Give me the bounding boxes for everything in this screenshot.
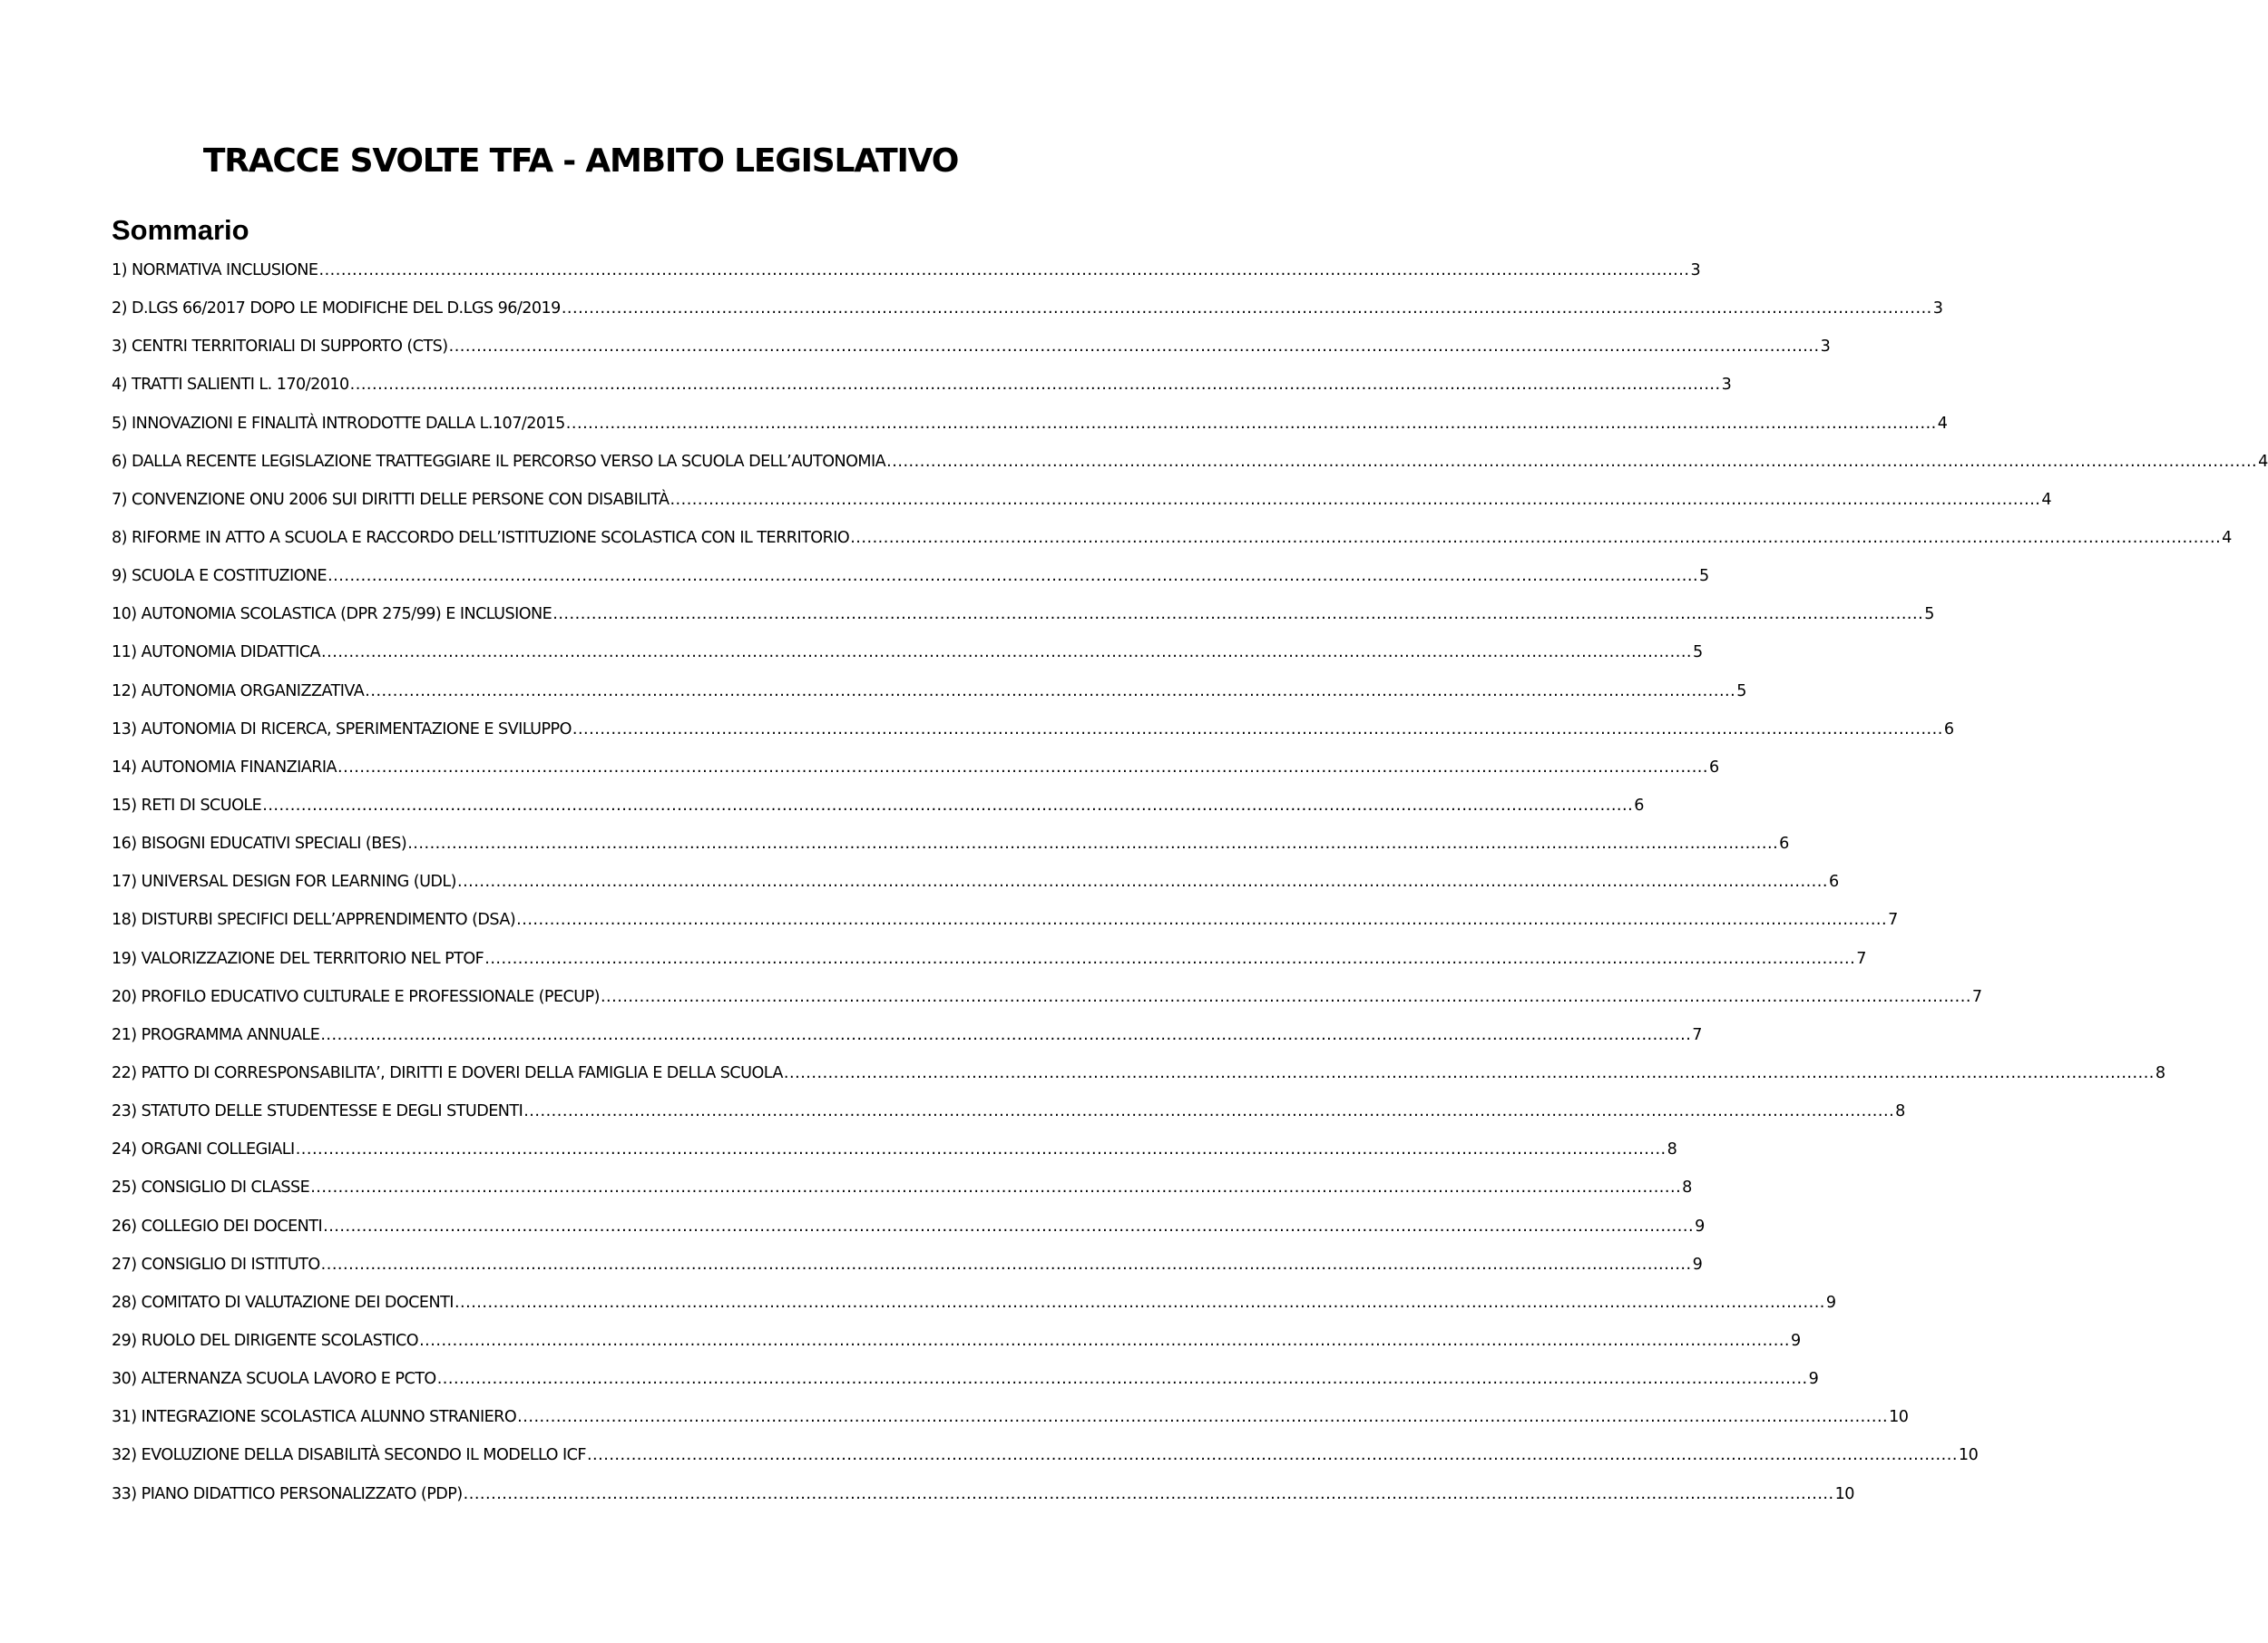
toc-entry[interactable] (112, 1255, 1703, 1294)
toc-entry[interactable] (112, 873, 1839, 911)
toc-entry-title: 23) STATUTO DELLE STUDENTESSE E DEGLI STUDENTI (112, 1102, 523, 1121)
toc-entry[interactable] (112, 1331, 1801, 1370)
toc-entry-title: 9) SCUOLA E COSTITUZIONE (112, 567, 327, 586)
toc-entry[interactable] (112, 911, 1898, 949)
toc-page-number: 4 (1937, 414, 1948, 433)
toc-entry-title: 22) PATTO DI CORRESPONSABILITA’, DIRITTI E DOVERI DELLA FAMIGLIA E DELLA SCUOLA (112, 1063, 783, 1082)
toc-dot-leader (587, 1446, 1958, 1464)
toc-entry-title: 2) D.LGS 66/2017 DOPO LE MODIFICHE DEL D.LGS 96/2019 (112, 299, 561, 318)
toc-page-number: 6 (1828, 873, 1839, 892)
toc-entry[interactable] (112, 261, 1701, 299)
toc-page-number: 6 (1943, 719, 1954, 738)
toc-page-number: 9 (1808, 1370, 1819, 1389)
toc-entry[interactable] (112, 796, 1644, 835)
toc-entry-title: 15) RETI DI SCUOLE (112, 796, 262, 815)
toc-page-number: 9 (1692, 1255, 1703, 1274)
document-title: TRACCE SVOLTE TFA - AMBITO LEGISLATIVO (202, 142, 959, 180)
toc-entry-title: 21) PROGRAMMA ANNUALE (112, 1025, 320, 1044)
toc-dot-leader (327, 567, 1698, 585)
toc-dot-leader (552, 605, 1923, 623)
toc-entry[interactable] (112, 719, 1954, 758)
toc-entry[interactable] (112, 835, 1789, 873)
toc-dot-leader (464, 1485, 1834, 1503)
toc-page-number: 7 (1692, 1025, 1702, 1044)
toc-dot-leader (523, 1102, 1894, 1120)
toc-dot-leader (321, 1256, 1692, 1274)
toc-dot-leader (419, 1332, 1790, 1350)
toc-page-number: 6 (1708, 758, 1719, 777)
toc-page-number: 8 (1682, 1178, 1692, 1198)
toc-entry-title: 10) AUTONOMIA SCOLASTICA (DPR 275/99) E INCLUSIONE (112, 605, 552, 624)
toc-entry[interactable] (112, 490, 2052, 529)
toc-entry-title: 6) DALLA RECENTE LEGISLAZIONE TRATTEGGIARE IL PERCORSO VERSO LA SCUOLA DELL’AUTONOMIA (112, 452, 886, 471)
toc-page-number: 8 (1667, 1140, 1677, 1159)
toc-entry[interactable] (112, 299, 1943, 337)
toc-entry-title: 4) TRATTI SALIENTI L. 170/2010 (112, 376, 349, 395)
toc-entry-title: 32) EVOLUZIONE DELLA DISABILITÀ SECONDO IL MODELLO ICF (112, 1446, 586, 1465)
toc-dot-leader (310, 1178, 1681, 1197)
toc-entry[interactable] (112, 949, 1866, 988)
toc-dot-leader (407, 835, 1778, 853)
toc-entry-title: 30) ALTERNANZA SCUOLA LAVORO E PCTO (112, 1370, 436, 1389)
toc-page-number: 8 (2155, 1063, 2165, 1082)
toc-entry-title: 31) INTEGRAZIONE SCOLASTICA ALUNNO STRANIERO (112, 1408, 517, 1427)
toc-heading: Sommario (112, 214, 249, 246)
toc-page-number: 5 (1736, 681, 1746, 700)
toc-entry-title: 25) CONSIGLIO DI CLASSE (112, 1178, 310, 1198)
toc-page-number: 5 (1924, 605, 1934, 624)
toc-dot-leader (321, 643, 1692, 661)
toc-entry[interactable] (112, 1370, 1819, 1408)
toc-entry[interactable] (112, 1446, 1979, 1484)
toc-entry-title: 14) AUTONOMIA FINANZIARIA (112, 758, 337, 777)
toc-page-number: 4 (2041, 490, 2052, 509)
table-of-contents (112, 261, 2268, 1523)
toc-dot-leader (484, 950, 1855, 968)
toc-entry[interactable] (112, 987, 1982, 1026)
toc-dot-leader (320, 1026, 1691, 1044)
toc-entry-title: 7) CONVENZIONE ONU 2006 SUI DIRITTI DELLE PERSONE CON DISABILITÀ (112, 490, 670, 509)
toc-page-number: 3 (1721, 376, 1732, 395)
toc-page-number: 10 (1958, 1446, 1979, 1465)
toc-dot-leader (517, 1408, 1888, 1426)
toc-page-number: 9 (1695, 1217, 1705, 1236)
toc-entry[interactable] (112, 1484, 1854, 1523)
toc-page-number: 7 (1971, 987, 1982, 1006)
toc-entry[interactable] (112, 1293, 1836, 1332)
toc-page-number: 8 (1895, 1102, 1905, 1121)
toc-entry-title: 29) RUOLO DEL DIRIGENTE SCOLASTICO (112, 1331, 419, 1350)
toc-dot-leader (601, 988, 1971, 1006)
toc-entry-title: 24) ORGANI COLLEGIALI (112, 1140, 295, 1159)
toc-page-number: 7 (1888, 911, 1898, 930)
toc-page-number: 9 (1791, 1331, 1801, 1350)
toc-entry[interactable] (112, 1140, 1677, 1178)
toc-entry[interactable] (112, 605, 1934, 643)
toc-entry-title: 16) BISOGNI EDUCATIVI SPECIALI (BES) (112, 835, 407, 854)
toc-dot-leader (670, 491, 2040, 509)
toc-entry-title: 8) RIFORME IN ATTO A SCUOLA E RACCORDO DELL’ISTITUZIONE SCOLASTICA CON IL TERRITORIO (112, 528, 850, 547)
toc-entry[interactable] (112, 1178, 1692, 1217)
toc-entry-title: 33) PIANO DIDATTICO PERSONALIZZATO (PDP) (112, 1484, 463, 1503)
toc-entry[interactable] (112, 681, 1746, 720)
toc-entry-title: 17) UNIVERSAL DESIGN FOR LEARNING (UDL) (112, 873, 456, 892)
toc-entry-title: 1) NORMATIVA INCLUSIONE (112, 261, 318, 279)
toc-dot-leader (262, 797, 1633, 815)
toc-dot-leader (323, 1218, 1694, 1236)
toc-dot-leader (449, 337, 1820, 356)
toc-page-number: 5 (1693, 643, 1703, 662)
toc-dot-leader (886, 453, 2257, 471)
toc-page-number: 3 (1820, 337, 1831, 357)
toc-entry-title: 18) DISTURBI SPECIFICI DELL’APPRENDIMENTO (DSA) (112, 911, 516, 930)
toc-page-number: 10 (1834, 1484, 1854, 1503)
toc-entry[interactable] (112, 643, 1703, 681)
toc-dot-leader (572, 720, 1943, 738)
toc-page-number: 9 (1825, 1293, 1836, 1312)
toc-entry[interactable] (112, 758, 1719, 797)
toc-entry-title: 11) AUTONOMIA DIDATTICA (112, 643, 321, 662)
toc-page-number: 3 (1690, 261, 1701, 279)
toc-entry-title: 28) COMITATO DI VALUTAZIONE DEI DOCENTI (112, 1293, 454, 1312)
toc-page-number: 5 (1699, 567, 1709, 586)
toc-entry[interactable] (112, 337, 1831, 376)
toc-dot-leader (296, 1140, 1667, 1159)
toc-entry-title: 12) AUTONOMIA ORGANIZZATIVA (112, 681, 365, 700)
toc-dot-leader (318, 261, 1689, 279)
toc-entry-title: 26) COLLEGIO DEI DOCENTI (112, 1217, 323, 1236)
toc-entry[interactable] (112, 452, 2268, 491)
toc-entry[interactable] (112, 376, 1732, 414)
toc-dot-leader (337, 758, 1708, 777)
toc-dot-leader (365, 682, 1735, 700)
toc-dot-leader (437, 1370, 1808, 1388)
toc-entry[interactable] (112, 1063, 2165, 1102)
toc-dot-leader (566, 415, 1937, 433)
toc-entry[interactable] (112, 1025, 1702, 1064)
toc-entry[interactable] (112, 567, 1709, 605)
toc-page-number: 3 (1932, 299, 1943, 318)
toc-entry-title: 20) PROFILO EDUCATIVO CULTURALE E PROFESSIONALE (PECUP) (112, 987, 600, 1006)
toc-dot-leader (350, 376, 1721, 394)
toc-entry[interactable] (112, 1408, 1909, 1446)
toc-page-number: 6 (1634, 796, 1644, 815)
toc-dot-leader (562, 299, 1932, 318)
toc-entry-title: 19) VALORIZZAZIONE DEL TERRITORIO NEL PTOF (112, 949, 484, 968)
toc-dot-leader (455, 1294, 1825, 1312)
toc-entry-title: 27) CONSIGLIO DI ISTITUTO (112, 1255, 320, 1274)
toc-entry[interactable] (112, 528, 2232, 567)
toc-dot-leader (784, 1064, 2155, 1082)
toc-entry[interactable] (112, 1217, 1705, 1256)
toc-entry-title: 5) INNOVAZIONI E FINALITÀ INTRODOTTE DALLA L.107/2015 (112, 414, 565, 433)
toc-page-number: 10 (1889, 1408, 1909, 1427)
toc-dot-leader (516, 911, 1887, 929)
toc-entry-title: 13) AUTONOMIA DI RICERCA, SPERIMENTAZIONE E SVILUPPO (112, 719, 572, 738)
toc-page-number: 4 (2258, 452, 2268, 471)
toc-page-number: 6 (1779, 835, 1789, 854)
toc-entry[interactable] (112, 414, 1948, 453)
toc-entry-title: 3) CENTRI TERRITORIALI DI SUPPORTO (CTS) (112, 337, 448, 357)
toc-dot-leader (850, 529, 2221, 547)
toc-entry[interactable] (112, 1102, 1905, 1140)
toc-page-number: 7 (1856, 949, 1866, 968)
toc-dot-leader (457, 873, 1828, 891)
toc-page-number: 4 (2222, 528, 2232, 547)
